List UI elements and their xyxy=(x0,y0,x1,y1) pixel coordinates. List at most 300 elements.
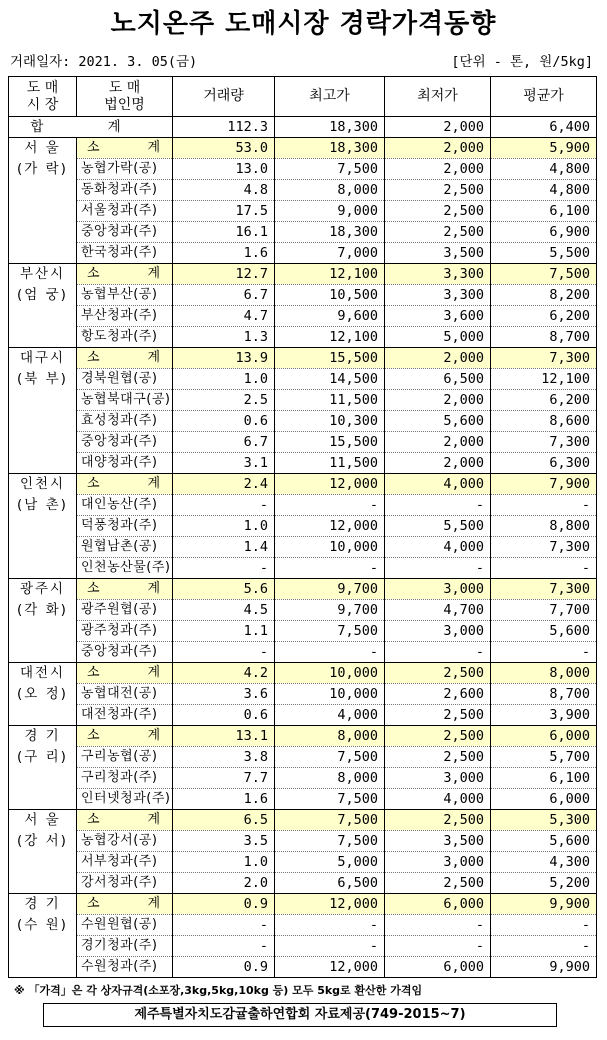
table-row xyxy=(9,705,597,726)
market-location: (엄 궁) xyxy=(17,286,68,303)
table-row xyxy=(9,768,597,789)
header-corp-line1: 도 매 xyxy=(108,79,141,96)
corp-min: 3,500 xyxy=(385,243,491,264)
corp-name: 원협남촌(공) xyxy=(77,537,173,558)
subtotal-label xyxy=(77,810,173,831)
corp-min: 4,700 xyxy=(385,600,491,621)
corp-avg: - xyxy=(491,558,597,579)
corp-avg: 6,100 xyxy=(491,201,597,222)
subtotal-min: 2,000 xyxy=(385,348,491,369)
corp-max: 8,000 xyxy=(275,768,385,789)
table-row xyxy=(9,495,597,516)
corp-avg: 5,600 xyxy=(491,621,597,642)
corp-volume: 16.1 xyxy=(173,222,275,243)
market-cell xyxy=(9,894,77,978)
corp-avg: 5,500 xyxy=(491,243,597,264)
table-row xyxy=(9,642,597,663)
subtotal-min: 3,300 xyxy=(385,264,491,285)
subtotal-volume: 5.6 xyxy=(173,579,275,600)
corp-min: 3,600 xyxy=(385,306,491,327)
market-name: 서 울 xyxy=(24,812,61,828)
corp-volume: 13.0 xyxy=(173,159,275,180)
total-volume: 112.3 xyxy=(173,117,275,138)
market-name: 서 울 xyxy=(24,140,61,156)
corp-name: 농협부산(공) xyxy=(77,285,173,306)
subtotal-label-right: 계 xyxy=(147,476,160,491)
table-row xyxy=(9,159,597,180)
table-row xyxy=(9,453,597,474)
corp-name: 농협대전(공) xyxy=(77,684,173,705)
corp-min: 2,000 xyxy=(385,159,491,180)
subtotal-min: 4,000 xyxy=(385,474,491,495)
subtotal-avg: 7,300 xyxy=(491,348,597,369)
corp-min: - xyxy=(385,936,491,957)
corp-volume: 3.8 xyxy=(173,747,275,768)
table-row xyxy=(9,852,597,873)
corp-volume: 1.3 xyxy=(173,327,275,348)
subtotal-max: 12,100 xyxy=(275,264,385,285)
market-name: 대전시 xyxy=(19,665,66,681)
corp-max: 10,500 xyxy=(275,285,385,306)
market-location: (강 서) xyxy=(17,832,68,849)
table-row xyxy=(9,537,597,558)
corp-min: 4,000 xyxy=(385,789,491,810)
subtotal-label-left: 소 xyxy=(87,266,100,281)
corp-volume: 4.5 xyxy=(173,600,275,621)
corp-name: 항도청과(주) xyxy=(77,327,173,348)
market-cell xyxy=(9,726,77,810)
market-location: (북 부) xyxy=(17,370,68,387)
corp-min: 2,500 xyxy=(385,873,491,894)
corp-max: - xyxy=(275,936,385,957)
corp-volume: 4.8 xyxy=(173,180,275,201)
subtotal-max: 9,700 xyxy=(275,579,385,600)
corp-volume: 2.5 xyxy=(173,390,275,411)
corp-min: - xyxy=(385,495,491,516)
subtotal-min: 6,000 xyxy=(385,894,491,915)
corp-min: - xyxy=(385,558,491,579)
corp-max: 10,000 xyxy=(275,684,385,705)
corp-volume: - xyxy=(173,915,275,936)
market-location: (구 리) xyxy=(17,748,68,765)
subtotal-label xyxy=(77,579,173,600)
subtotal-row xyxy=(9,810,597,831)
corp-avg: - xyxy=(491,915,597,936)
corp-max: 7,000 xyxy=(275,243,385,264)
header-volume: 거래량 xyxy=(173,77,275,117)
corp-volume: - xyxy=(173,642,275,663)
subtotal-label-left: 소 xyxy=(87,140,100,155)
header-max-price: 최고가 xyxy=(275,77,385,117)
corp-max: 6,500 xyxy=(275,873,385,894)
corp-name: 인터넷청과(주) xyxy=(77,789,173,810)
market-name: 광주시 xyxy=(19,581,66,597)
subtotal-label-right: 계 xyxy=(147,266,160,281)
subtotal-label-right: 계 xyxy=(147,140,160,155)
subtotal-label-right: 계 xyxy=(147,350,160,365)
subtotal-max: 15,500 xyxy=(275,348,385,369)
subtotal-label xyxy=(77,474,173,495)
market-cell xyxy=(9,810,77,894)
corp-avg: 8,700 xyxy=(491,327,597,348)
table-row xyxy=(9,369,597,390)
corp-min: 3,500 xyxy=(385,831,491,852)
corp-name: 덕풍청과(주) xyxy=(77,516,173,537)
corp-avg: 8,200 xyxy=(491,285,597,306)
corp-volume: 1.0 xyxy=(173,852,275,873)
corp-volume: 0.9 xyxy=(173,957,275,978)
subtotal-volume: 6.5 xyxy=(173,810,275,831)
corp-min: 2,500 xyxy=(385,180,491,201)
corp-avg: 5,700 xyxy=(491,747,597,768)
subtotal-row xyxy=(9,579,597,600)
market-cell xyxy=(9,264,77,348)
corp-max: 7,500 xyxy=(275,621,385,642)
corp-volume: 1.1 xyxy=(173,621,275,642)
corp-avg: 6,900 xyxy=(491,222,597,243)
table-row xyxy=(9,873,597,894)
table-row xyxy=(9,306,597,327)
corp-min: 3,000 xyxy=(385,852,491,873)
corp-max: 7,500 xyxy=(275,831,385,852)
header-min-price: 최저가 xyxy=(385,77,491,117)
header-market-line2: 시 장 xyxy=(26,96,59,113)
market-name: 경 기 xyxy=(24,728,61,744)
market-location: (가 락) xyxy=(17,160,68,177)
table-row xyxy=(9,747,597,768)
corp-name: 중앙청과(주) xyxy=(77,432,173,453)
corp-name: 광주원협(공) xyxy=(77,600,173,621)
price-table xyxy=(8,76,597,978)
corp-max: 18,300 xyxy=(275,222,385,243)
corp-name: 경기청과(주) xyxy=(77,936,173,957)
corp-max: 12,100 xyxy=(275,327,385,348)
corp-max: 7,500 xyxy=(275,159,385,180)
market-location: (수 원) xyxy=(17,916,68,933)
table-row xyxy=(9,411,597,432)
subtotal-label-right: 계 xyxy=(147,812,160,827)
corp-min: 3,000 xyxy=(385,621,491,642)
corp-max: - xyxy=(275,558,385,579)
corp-name: 구리청과(주) xyxy=(77,768,173,789)
subtotal-label xyxy=(77,348,173,369)
market-location: (남 촌) xyxy=(17,496,68,513)
subtotal-label-left: 소 xyxy=(87,581,100,596)
market-cell xyxy=(9,138,77,264)
subtotal-row xyxy=(9,474,597,495)
corp-avg: 8,800 xyxy=(491,516,597,537)
table-row xyxy=(9,915,597,936)
corp-min: 5,600 xyxy=(385,411,491,432)
market-name: 대구시 xyxy=(19,350,66,366)
corp-max: 10,000 xyxy=(275,537,385,558)
corp-avg: - xyxy=(491,642,597,663)
corp-name: 농협강서(공) xyxy=(77,831,173,852)
corp-name: 중앙청과(주) xyxy=(77,222,173,243)
subtotal-label-right: 계 xyxy=(147,665,160,680)
market-name: 부산시 xyxy=(19,266,66,282)
subtotal-label xyxy=(77,138,173,159)
header-avg-price: 평균가 xyxy=(491,77,597,117)
corp-avg: 6,000 xyxy=(491,789,597,810)
corp-name: 대전청과(주) xyxy=(77,705,173,726)
corp-max: 10,300 xyxy=(275,411,385,432)
corp-avg: 7,300 xyxy=(491,432,597,453)
table-row xyxy=(9,201,597,222)
subtotal-label-left: 소 xyxy=(87,896,100,911)
corp-volume: 6.7 xyxy=(173,285,275,306)
subtotal-min: 3,000 xyxy=(385,579,491,600)
total-avg: 6,400 xyxy=(491,117,597,138)
subtotal-row xyxy=(9,348,597,369)
header-market xyxy=(9,77,77,117)
subtotal-label-right: 계 xyxy=(147,896,160,911)
corp-min: 3,000 xyxy=(385,768,491,789)
subtotal-min: 2,500 xyxy=(385,810,491,831)
subtotal-avg: 7,900 xyxy=(491,474,597,495)
corp-min: 2,500 xyxy=(385,222,491,243)
source-box: 제주특별자치도감귤출하연합회 자료제공(749-2015~7) xyxy=(43,1003,557,1027)
corp-max: 5,000 xyxy=(275,852,385,873)
subtotal-row xyxy=(9,264,597,285)
subtotal-avg: 5,900 xyxy=(491,138,597,159)
subtotal-volume: 4.2 xyxy=(173,663,275,684)
corp-volume: - xyxy=(173,558,275,579)
corp-name: 구리농협(공) xyxy=(77,747,173,768)
corp-name: 서부청과(주) xyxy=(77,852,173,873)
market-name: 경 기 xyxy=(24,896,61,912)
corp-max: - xyxy=(275,495,385,516)
table-row xyxy=(9,957,597,978)
total-label: 합 계 xyxy=(9,117,173,138)
table-row xyxy=(9,789,597,810)
header-market-line1: 도 매 xyxy=(26,79,59,96)
corp-min: 2,000 xyxy=(385,432,491,453)
corp-min: 6,500 xyxy=(385,369,491,390)
corp-min: 2,000 xyxy=(385,390,491,411)
corp-name: 한국청과(주) xyxy=(77,243,173,264)
header-corp xyxy=(77,77,173,117)
subtotal-avg: 8,000 xyxy=(491,663,597,684)
corp-volume: 2.0 xyxy=(173,873,275,894)
subtotal-max: 10,000 xyxy=(275,663,385,684)
subtotal-max: 12,000 xyxy=(275,474,385,495)
corp-avg: 7,700 xyxy=(491,600,597,621)
corp-min: - xyxy=(385,642,491,663)
corp-min: 2,000 xyxy=(385,453,491,474)
corp-max: 7,500 xyxy=(275,747,385,768)
corp-max: 8,000 xyxy=(275,180,385,201)
table-row xyxy=(9,432,597,453)
table-row xyxy=(9,621,597,642)
total-row xyxy=(9,117,597,138)
corp-name: 수원원협(공) xyxy=(77,915,173,936)
market-cell xyxy=(9,663,77,726)
subtotal-label xyxy=(77,663,173,684)
table-row xyxy=(9,285,597,306)
corp-avg: - xyxy=(491,936,597,957)
table-row xyxy=(9,600,597,621)
corp-max: 14,500 xyxy=(275,369,385,390)
market-location: (각 화) xyxy=(17,601,68,618)
subtotal-avg: 7,300 xyxy=(491,579,597,600)
corp-min: 3,300 xyxy=(385,285,491,306)
corp-avg: 6,200 xyxy=(491,306,597,327)
corp-avg: - xyxy=(491,495,597,516)
corp-name: 중앙청과(주) xyxy=(77,642,173,663)
table-row xyxy=(9,243,597,264)
corp-name: 서울청과(주) xyxy=(77,201,173,222)
subtotal-label-right: 계 xyxy=(147,581,160,596)
corp-volume: 3.6 xyxy=(173,684,275,705)
corp-min: 2,500 xyxy=(385,201,491,222)
corp-min: 2,500 xyxy=(385,747,491,768)
subtotal-max: 12,000 xyxy=(275,894,385,915)
table-row xyxy=(9,390,597,411)
table-row xyxy=(9,936,597,957)
table-row xyxy=(9,558,597,579)
subtotal-volume: 12.7 xyxy=(173,264,275,285)
subtotal-label-left: 소 xyxy=(87,665,100,680)
corp-volume: 3.1 xyxy=(173,453,275,474)
subtotal-row xyxy=(9,726,597,747)
subtotal-max: 18,300 xyxy=(275,138,385,159)
corp-max: 12,000 xyxy=(275,516,385,537)
subtotal-label-left: 소 xyxy=(87,728,100,743)
corp-min: 2,500 xyxy=(385,705,491,726)
corp-volume: 0.6 xyxy=(173,411,275,432)
unit-label: [단위 - 톤, 원/5kg] xyxy=(451,54,593,70)
corp-volume: 1.4 xyxy=(173,537,275,558)
corp-name: 대인농산(주) xyxy=(77,495,173,516)
corp-max: 7,500 xyxy=(275,789,385,810)
market-cell xyxy=(9,348,77,474)
corp-max: 11,500 xyxy=(275,390,385,411)
total-max: 18,300 xyxy=(275,117,385,138)
market-name: 인천시 xyxy=(19,476,66,492)
page-title: 노지온주 도매시장 경락가격동향 xyxy=(110,9,497,39)
subtotal-avg: 9,900 xyxy=(491,894,597,915)
subtotal-label xyxy=(77,726,173,747)
subtotal-avg: 5,300 xyxy=(491,810,597,831)
corp-name: 부산청과(주) xyxy=(77,306,173,327)
corp-avg: 8,600 xyxy=(491,411,597,432)
corp-volume: 1.6 xyxy=(173,789,275,810)
corp-volume: 17.5 xyxy=(173,201,275,222)
corp-avg: 6,300 xyxy=(491,453,597,474)
corp-volume: 4.7 xyxy=(173,306,275,327)
subtotal-volume: 2.4 xyxy=(173,474,275,495)
corp-avg: 7,300 xyxy=(491,537,597,558)
subtotal-volume: 0.9 xyxy=(173,894,275,915)
corp-name: 동화청과(주) xyxy=(77,180,173,201)
market-cell xyxy=(9,579,77,663)
corp-avg: 5,200 xyxy=(491,873,597,894)
subtotal-volume: 53.0 xyxy=(173,138,275,159)
table-row xyxy=(9,516,597,537)
corp-volume: 0.6 xyxy=(173,705,275,726)
corp-min: 5,000 xyxy=(385,327,491,348)
corp-name: 효성청과(주) xyxy=(77,411,173,432)
subtotal-min: 2,000 xyxy=(385,138,491,159)
market-location: (오 정) xyxy=(17,685,68,702)
corp-avg: 4,800 xyxy=(491,159,597,180)
corp-min: - xyxy=(385,915,491,936)
corp-max: 9,000 xyxy=(275,201,385,222)
table-row xyxy=(9,831,597,852)
subtotal-row xyxy=(9,663,597,684)
corp-volume: 1.6 xyxy=(173,243,275,264)
corp-volume: 7.7 xyxy=(173,768,275,789)
subtotal-label-left: 소 xyxy=(87,350,100,365)
corp-name: 강서청과(주) xyxy=(77,873,173,894)
subtotal-row xyxy=(9,894,597,915)
subtotal-avg: 7,500 xyxy=(491,264,597,285)
corp-name: 수원청과(주) xyxy=(77,957,173,978)
table-row xyxy=(9,222,597,243)
corp-min: 4,000 xyxy=(385,537,491,558)
corp-volume: 3.5 xyxy=(173,831,275,852)
subtotal-max: 7,500 xyxy=(275,810,385,831)
trade-date: 거래일자: 2021. 3. 05(금) xyxy=(10,54,198,70)
corp-volume: - xyxy=(173,495,275,516)
corp-min: 5,500 xyxy=(385,516,491,537)
subtotal-volume: 13.9 xyxy=(173,348,275,369)
corp-max: - xyxy=(275,915,385,936)
corp-name: 농협가락(공) xyxy=(77,159,173,180)
subtotal-label-right: 계 xyxy=(147,728,160,743)
corp-min: 2,600 xyxy=(385,684,491,705)
subtotal-label-left: 소 xyxy=(87,812,100,827)
table-row xyxy=(9,327,597,348)
table-row xyxy=(9,684,597,705)
corp-name: 농협북대구(공) xyxy=(77,390,173,411)
corp-avg: 5,600 xyxy=(491,831,597,852)
corp-avg: 12,100 xyxy=(491,369,597,390)
corp-avg: 9,900 xyxy=(491,957,597,978)
corp-name: 광주청과(주) xyxy=(77,621,173,642)
header-row xyxy=(9,77,597,117)
corp-max: - xyxy=(275,642,385,663)
table-row xyxy=(9,180,597,201)
corp-volume: - xyxy=(173,936,275,957)
corp-max: 9,700 xyxy=(275,600,385,621)
corp-avg: 8,700 xyxy=(491,684,597,705)
corp-name: 대양청과(주) xyxy=(77,453,173,474)
corp-volume: 6.7 xyxy=(173,432,275,453)
subtotal-max: 8,000 xyxy=(275,726,385,747)
corp-max: 15,500 xyxy=(275,432,385,453)
subtotal-min: 2,500 xyxy=(385,726,491,747)
corp-avg: 4,800 xyxy=(491,180,597,201)
corp-avg: 6,200 xyxy=(491,390,597,411)
corp-max: 12,000 xyxy=(275,957,385,978)
subtotal-volume: 13.1 xyxy=(173,726,275,747)
corp-min: 6,000 xyxy=(385,957,491,978)
corp-avg: 3,900 xyxy=(491,705,597,726)
subtotal-label-left: 소 xyxy=(87,476,100,491)
subtotal-row xyxy=(9,138,597,159)
corp-name: 경북원협(공) xyxy=(77,369,173,390)
corp-volume: 1.0 xyxy=(173,516,275,537)
subtotal-min: 2,500 xyxy=(385,663,491,684)
footnote: ※ 「가격」은 각 상자규격(소포장,3kg,5kg,10kg 등) 모두 5kg로 환산한 가격임 xyxy=(14,984,423,997)
corp-volume: 1.0 xyxy=(173,369,275,390)
subtotal-label xyxy=(77,894,173,915)
corp-avg: 4,300 xyxy=(491,852,597,873)
total-min: 2,000 xyxy=(385,117,491,138)
corp-name: 인천농산물(주) xyxy=(77,558,173,579)
